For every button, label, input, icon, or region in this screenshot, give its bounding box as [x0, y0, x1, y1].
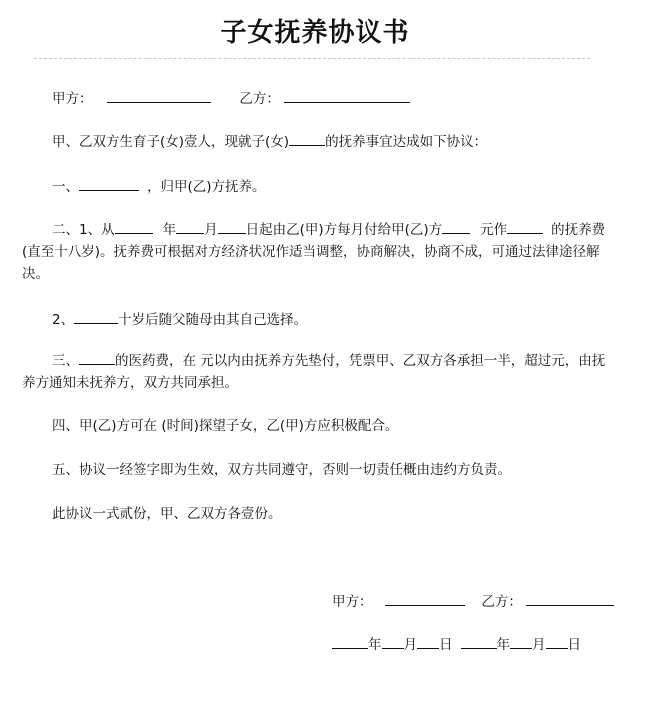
clause-1-blank — [79, 176, 139, 191]
party-a-blank — [107, 88, 211, 103]
clause-6 — [52, 459, 511, 481]
clause-2-prefix: 二、1、从 — [52, 222, 115, 238]
date-b-year-blank — [461, 634, 497, 649]
date-b-month-label: 月 — [532, 637, 546, 653]
signature-dates — [332, 634, 581, 656]
signature-party-b-blank — [526, 591, 614, 606]
clause-1-prefix: 一、 — [52, 179, 79, 195]
intro-text-b: 的抚养事宜达成如下协议： — [325, 134, 488, 150]
clause-6-text: 五、协议一经签字即为生效，双方共同遵守，否则一切责任概由违约方负责。 — [52, 462, 511, 478]
date-a-day-label: 日 — [439, 637, 453, 653]
clause-3 — [52, 309, 307, 331]
start-month-blank — [176, 219, 204, 234]
date-a-day-blank — [417, 634, 439, 649]
date-a-year-blank — [332, 634, 368, 649]
party-b-blank — [284, 88, 410, 103]
year-label: 年 — [162, 222, 177, 238]
clause-4 — [22, 350, 607, 394]
date-b-day-blank — [546, 634, 568, 649]
amount-unit: 元作 — [480, 222, 508, 238]
payment-text: 日起由乙(甲)方每月付给甲(乙)方 — [245, 222, 443, 238]
clause-5 — [52, 415, 398, 437]
clause-3-prefix: 2、 — [52, 312, 75, 328]
clause-5-text: 四、甲(乙)方可在 (时间)探望子女，乙(甲)方应积极配合。 — [52, 418, 399, 434]
purpose-blank — [507, 219, 543, 234]
clause-7-text: 此协议一式贰份，甲、乙双方各壹份。 — [52, 506, 282, 522]
date-b-day-label: 日 — [567, 637, 581, 653]
parties-line — [52, 88, 410, 110]
medical-blank — [79, 350, 115, 365]
party-a-label: 甲方： — [52, 91, 93, 107]
date-a-month-label: 月 — [403, 637, 417, 653]
date-a-month-blank — [382, 634, 404, 649]
month-label: 月 — [204, 222, 218, 238]
intro-text-a: 甲、乙双方生育子(女)壹人，现就子(女) — [52, 134, 290, 150]
clause-7 — [52, 503, 282, 525]
clause-2-text: 的抚养费(直至十八岁)。抚养费可根据对方经济状况作适当调整，协商解决，协商不成，可通过法律途径解决。 — [22, 222, 606, 282]
party-b-label: 乙方： — [239, 91, 280, 107]
signature-party-b-label: 乙方： — [481, 594, 522, 610]
start-year-blank — [115, 219, 153, 234]
document-title: 子女抚养协议书 — [220, 18, 410, 48]
clause-4-prefix: 三、 — [52, 353, 79, 369]
signature-party-a-label: 甲方： — [332, 594, 373, 610]
clause-2 — [22, 219, 607, 285]
clause-1 — [52, 176, 266, 198]
clause-3-text: 十岁后随父随母由其自己选择。 — [118, 312, 308, 328]
age-blank — [74, 309, 118, 324]
start-day-blank — [218, 219, 246, 234]
intro-line — [52, 131, 487, 153]
child-name-blank — [289, 131, 325, 146]
amount-blank — [442, 219, 470, 234]
date-a-year-label: 年 — [368, 637, 382, 653]
title-divider — [34, 58, 590, 59]
signature-party-a-blank — [385, 591, 465, 606]
date-b-year-label: 年 — [496, 637, 510, 653]
clause-1-text: ，归甲(乙)方抚养。 — [147, 179, 266, 195]
date-b-month-blank — [510, 634, 532, 649]
clause-4-text: 的医药费，在 元以内由抚养方先垫付，凭票甲、乙双方各承担一半，超过元，由抚养方通知未抚养方，双方共同承担。 — [22, 353, 606, 391]
signature-parties — [332, 591, 614, 613]
